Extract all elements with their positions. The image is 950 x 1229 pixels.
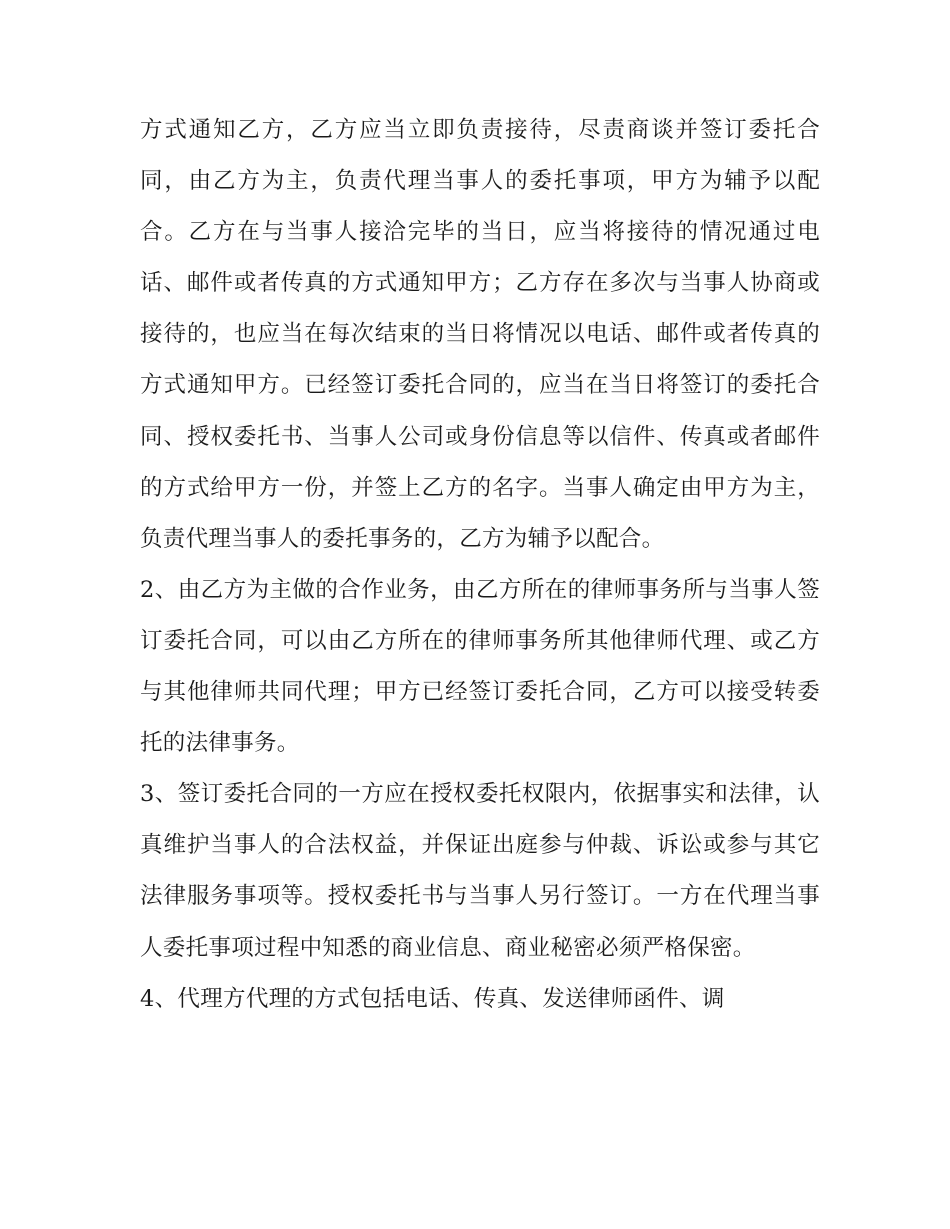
paragraph-clause-3: 3、签订委托合同的一方应在授权委托权限内，依据事实和法律，认真维护当事人的合法权益，并保证出庭参与仲裁、诉讼或参与其它法律服务事项等。授权委托书与当事人另行签订。一方在代理当事人委托事项过程中知悉的商业信息、商业秘密必须严格保密。 [140,781,820,961]
document-body [140,105,820,1025]
paragraph-continuation: 方式通知乙方，乙方应当立即负责接待，尽责商谈并签订委托合同，由乙方为主，负责代理当事人的委托事项，甲方为辅予以配合。乙方在与当事人接洽完毕的当日，应当将接待的情况通过电话、邮件或者传真的方式通知甲方；乙方存在多次与当事人协商或接待的，也应当在每次结束的当日将情况以电话、邮件或者传真的方式通知甲方。已经签订委托合同的，应当在当日将签订的委托合同、授权委托书、当事人公司或身份信息等以信件、传真或者邮件的方式给甲方一份，并签上乙方的名字。当事人确定由甲方为主，负责代理当事人的委托事务的，乙方为辅予以配合。 [140,117,820,552]
paragraph-clause-4: 4、代理方代理的方式包括电话、传真、发送律师函件、调 [140,985,725,1012]
paragraph-clause-2: 2、由乙方为主做的合作业务，由乙方所在的律师事务所与当事人签订委托合同，可以由乙方所在的律师事务所其他律师代理、或乙方与其他律师共同代理；甲方已经签订委托合同，乙方可以接受转委托的法律事务。 [140,576,820,757]
